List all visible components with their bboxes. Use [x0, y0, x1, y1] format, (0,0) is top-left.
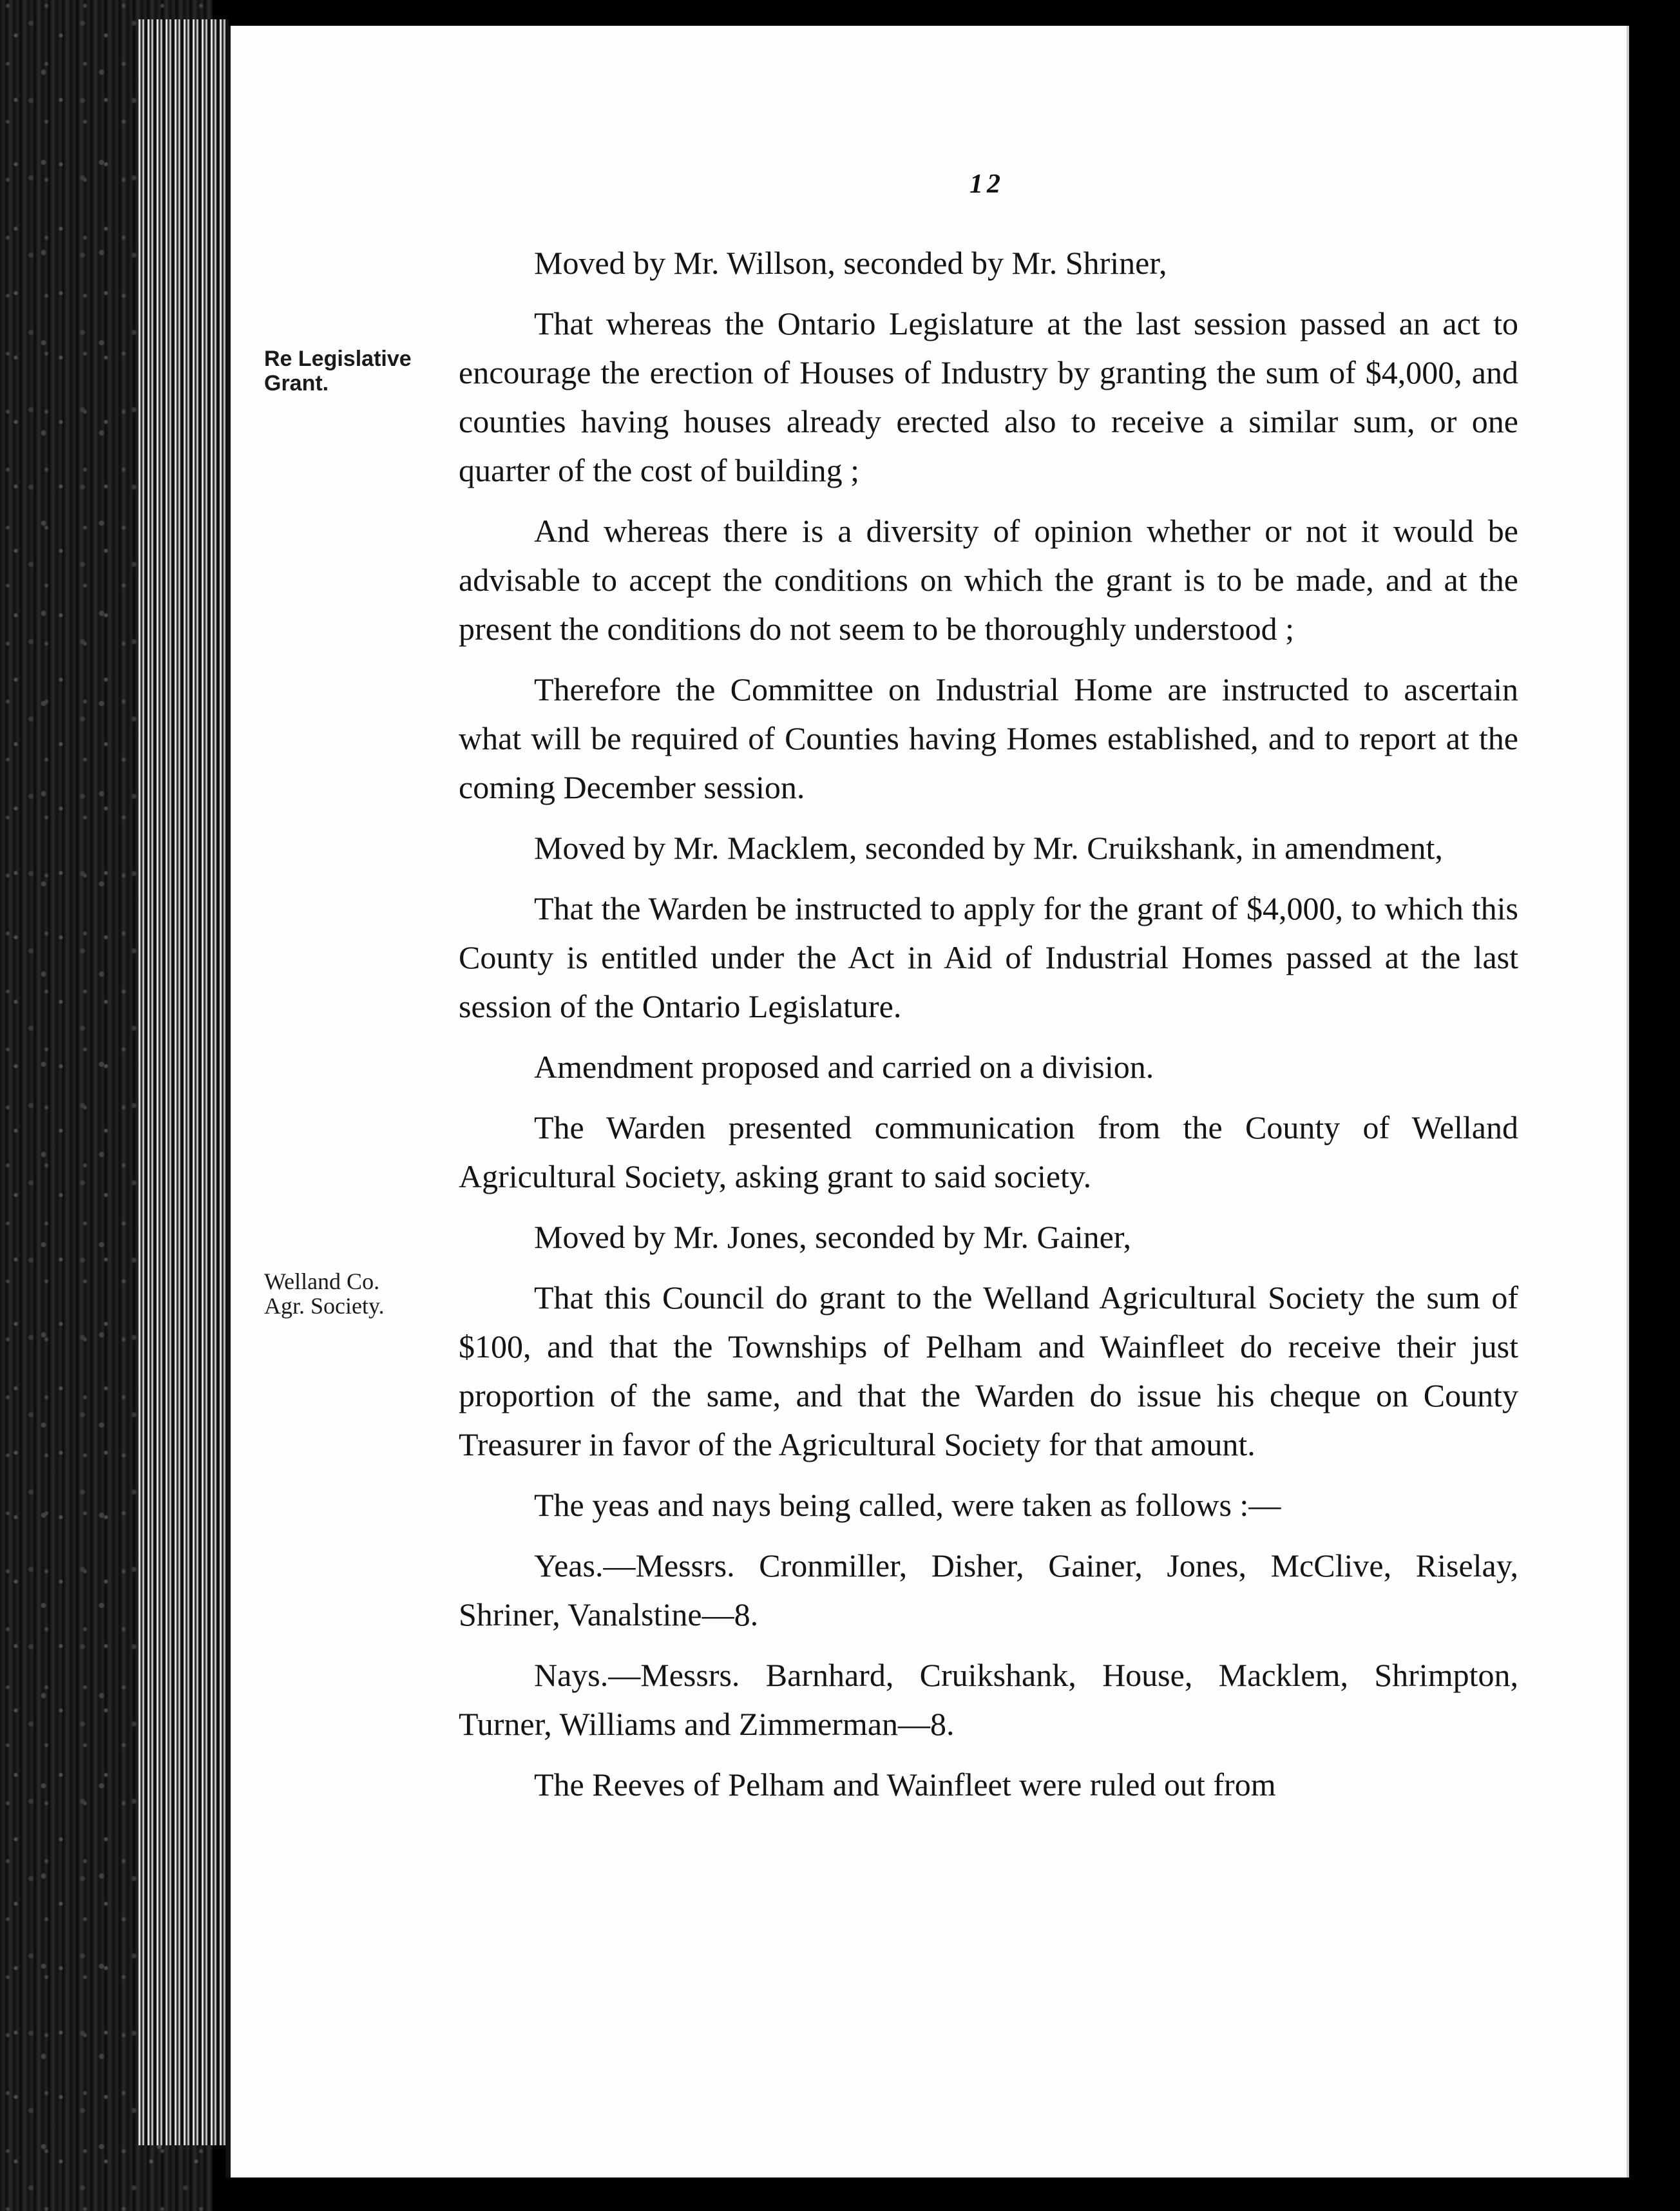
margin-note-line: Welland Co. — [264, 1268, 380, 1294]
paragraph-warden-communication: The Warden presented communication from the County of Welland Agricultural Society, asking grant to said society. — [459, 1109, 1518, 1194]
paragraph-nays: Nays.—Messrs. Barnhard, Cruikshank, House, Macklem, Shrimpton, Turner, Williams and Zimmerman—8. — [459, 1657, 1518, 1742]
margin-note-line: Grant. — [264, 371, 329, 396]
paragraph-motion-jones: Moved by Mr. Jones, seconded by Mr. Gainer, — [534, 1219, 1132, 1255]
margin-note-welland-society — [264, 1269, 457, 1318]
page-stack-edge — [138, 19, 229, 2145]
paragraph-therefore-committee: Therefore the Committee on Industrial Home are instructed to ascertain what will be required of Counties having Homes established, and to report at the coming December session. — [459, 671, 1518, 805]
paragraph-motion-willson: Moved by Mr. Willson, seconded by Mr. Shriner, — [534, 245, 1167, 281]
paragraph-yeas: Yeas.—Messrs. Cronmiller, Disher, Gainer, Jones, McClive, Riselay, Shriner, Vanalstine—8. — [459, 1547, 1518, 1632]
paragraph-yeas-nays-called: The yeas and nays being called, were taken as follows :— — [534, 1487, 1281, 1523]
paragraph-reeves-ruled-out: The Reeves of Pelham and Wainfleet were ruled out from — [534, 1766, 1276, 1803]
paragraph-amendment-carried: Amendment proposed and carried on a division. — [534, 1049, 1154, 1085]
margin-note-line: Re Legislative — [264, 347, 412, 371]
paragraph-warden-apply: That the Warden be instructed to apply for the grant of $4,000, to which this County is entitled under the Act in Aid of Industrial Homes passed at the last session of the Ontario Legislature. — [459, 890, 1518, 1024]
body-text — [459, 238, 1518, 1821]
paragraph-motion-macklem: Moved by Mr. Macklem, seconded by Mr. Cruikshank, in amendment, — [534, 830, 1443, 866]
right-page-edge — [1627, 26, 1680, 2178]
margin-note-line: Agr. Society. — [264, 1293, 385, 1319]
paragraph-grant-society: That this Council do grant to the Welland Agricultural Society the sum of $100, and that the Townships of Pelham and Wainfleet do receive their just proportion of the same, and that the Warden do issue his cheque on County Treasurer in favor of the Agricultural Society for that amount. — [459, 1279, 1518, 1462]
paragraph-whereas-diversity: And whereas there is a diversity of opinion whether or not it would be advisable to accept the conditions on which the grant is to be made, and at the present the conditions do not seem to be thoroughly understood ; — [459, 513, 1518, 647]
page-number: 12 — [969, 169, 1004, 199]
margin-note-legislative-grant — [264, 347, 457, 396]
paragraph-whereas-legislature: That whereas the Ontario Legislature at the last session passed an act to encourage the erection of Houses of Industry by granting the sum of $4,000, and counties having houses already erected also to receive a similar sum, or one quarter of the cost of building ; — [459, 305, 1518, 488]
